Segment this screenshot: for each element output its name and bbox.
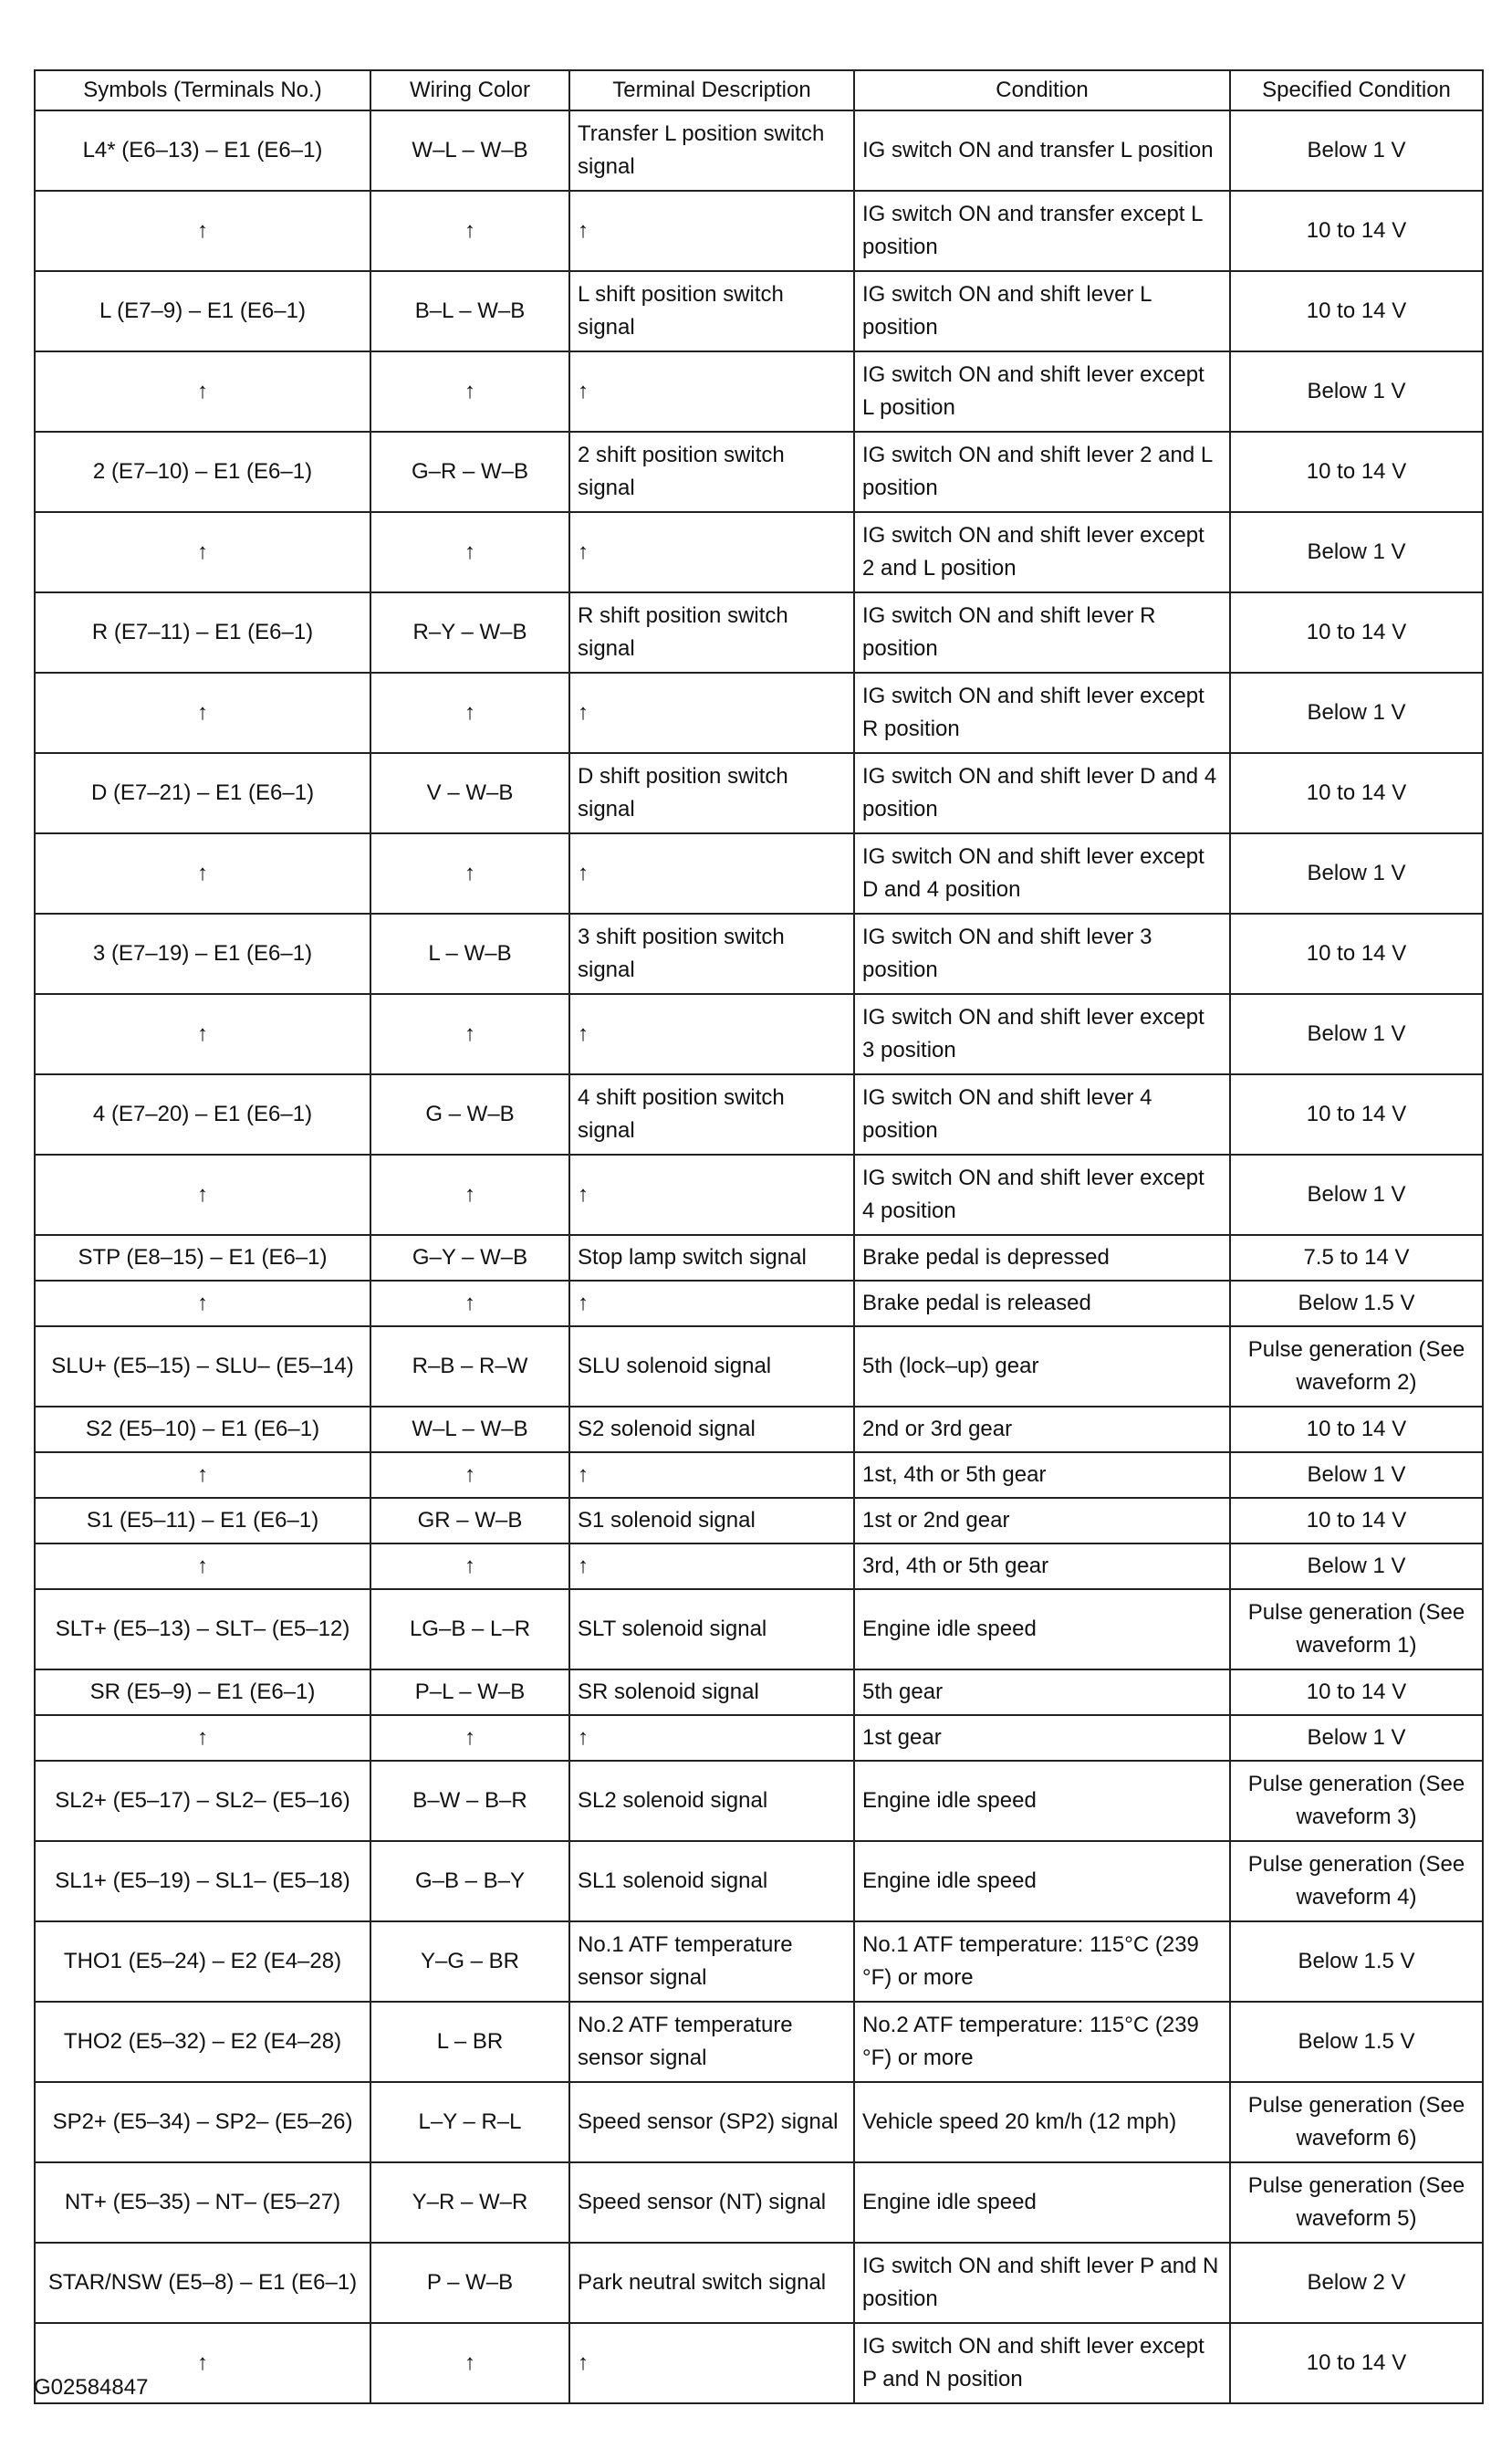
symbols-cell: SLT+ (E5–13) – SLT– (E5–12)	[35, 1589, 370, 1669]
symbols-cell: THO2 (E5–32) – E2 (E4–28)	[35, 2002, 370, 2082]
specified-condition-cell: Pulse generation (See waveform 4)	[1230, 1841, 1483, 1921]
column-header-symbols: Symbols (Terminals No.)	[35, 70, 370, 110]
terminal-description-cell: ↑	[569, 1543, 854, 1589]
terminal-description-cell: S1 solenoid signal	[569, 1498, 854, 1543]
column-header-condition: Condition	[854, 70, 1230, 110]
symbols-cell: ↑	[35, 191, 370, 271]
table-row	[35, 512, 1483, 592]
condition-cell: 1st or 2nd gear	[854, 1498, 1230, 1543]
table-row	[35, 1074, 1483, 1155]
wiring-color-cell: W–L – W–B	[370, 1407, 569, 1452]
wiring-color-cell: ↑	[370, 1281, 569, 1326]
symbols-cell: D (E7–21) – E1 (E6–1)	[35, 753, 370, 833]
symbols-cell: ↑	[35, 2323, 370, 2403]
terminal-description-cell: ↑	[569, 833, 854, 914]
table-row	[35, 914, 1483, 994]
wiring-color-cell: R–Y – W–B	[370, 592, 569, 673]
condition-cell: IG switch ON and shift lever L position	[854, 271, 1230, 351]
wiring-color-cell: Y–R – W–R	[370, 2162, 569, 2243]
wiring-color-cell: L–Y – R–L	[370, 2082, 569, 2162]
specified-condition-cell: 10 to 14 V	[1230, 271, 1483, 351]
terminal-description-cell: ↑	[569, 512, 854, 592]
specified-condition-cell: Below 1 V	[1230, 994, 1483, 1074]
table-row	[35, 1921, 1483, 2002]
table-row	[35, 1281, 1483, 1326]
specified-condition-cell: Below 2 V	[1230, 2243, 1483, 2323]
symbols-cell: SL2+ (E5–17) – SL2– (E5–16)	[35, 1761, 370, 1841]
condition-cell: IG switch ON and shift lever except 3 position	[854, 994, 1230, 1074]
condition-cell: IG switch ON and shift lever except D and 4 position	[854, 833, 1230, 914]
condition-cell: Engine idle speed	[854, 1841, 1230, 1921]
table-body	[35, 110, 1483, 2403]
wiring-color-cell: ↑	[370, 1155, 569, 1235]
condition-cell: Brake pedal is depressed	[854, 1235, 1230, 1281]
table-row	[35, 2082, 1483, 2162]
terminal-description-cell: SL1 solenoid signal	[569, 1841, 854, 1921]
terminal-description-cell: No.1 ATF temperature sensor signal	[569, 1921, 854, 2002]
specified-condition-cell: Below 1 V	[1230, 1715, 1483, 1761]
specified-condition-cell: 10 to 14 V	[1230, 753, 1483, 833]
specified-condition-cell: 10 to 14 V	[1230, 914, 1483, 994]
wiring-color-cell: ↑	[370, 351, 569, 432]
terminal-description-cell: SLU solenoid signal	[569, 1326, 854, 1407]
terminal-description-cell: ↑	[569, 1715, 854, 1761]
table-row	[35, 2323, 1483, 2403]
wiring-color-cell: L – W–B	[370, 914, 569, 994]
table-row	[35, 271, 1483, 351]
terminal-description-cell: Speed sensor (NT) signal	[569, 2162, 854, 2243]
symbols-cell: SP2+ (E5–34) – SP2– (E5–26)	[35, 2082, 370, 2162]
terminal-description-cell: Stop lamp switch signal	[569, 1235, 854, 1281]
header-row	[35, 70, 1483, 110]
table-header	[35, 70, 1483, 110]
table-row	[35, 1407, 1483, 1452]
terminal-description-cell: ↑	[569, 994, 854, 1074]
specified-condition-cell: 10 to 14 V	[1230, 432, 1483, 512]
terminal-description-cell: ↑	[569, 351, 854, 432]
terminal-description-cell: R shift position switch signal	[569, 592, 854, 673]
specified-condition-cell: Below 1 V	[1230, 351, 1483, 432]
symbols-cell: ↑	[35, 1281, 370, 1326]
symbols-cell: NT+ (E5–35) – NT– (E5–27)	[35, 2162, 370, 2243]
specified-condition-cell: Pulse generation (See waveform 1)	[1230, 1589, 1483, 1669]
table-row	[35, 1761, 1483, 1841]
terminal-description-cell: ↑	[569, 1452, 854, 1498]
symbols-cell: SR (E5–9) – E1 (E6–1)	[35, 1669, 370, 1715]
symbols-cell: 4 (E7–20) – E1 (E6–1)	[35, 1074, 370, 1155]
wiring-color-cell: ↑	[370, 512, 569, 592]
condition-cell: No.2 ATF temperature: 115°C (239 °F) or more	[854, 2002, 1230, 2082]
table-row	[35, 1235, 1483, 1281]
table-row	[35, 1452, 1483, 1498]
table-row	[35, 592, 1483, 673]
wiring-color-cell: V – W–B	[370, 753, 569, 833]
condition-cell: IG switch ON and transfer L position	[854, 110, 1230, 191]
symbols-cell: STP (E8–15) – E1 (E6–1)	[35, 1235, 370, 1281]
column-header-terminal-description: Terminal Description	[569, 70, 854, 110]
figure-id: G02584847	[34, 2375, 149, 2400]
table-row	[35, 1498, 1483, 1543]
wiring-color-cell: G–R – W–B	[370, 432, 569, 512]
table-row	[35, 673, 1483, 753]
symbols-cell: S2 (E5–10) – E1 (E6–1)	[35, 1407, 370, 1452]
wiring-color-cell: ↑	[370, 191, 569, 271]
wiring-color-cell: ↑	[370, 833, 569, 914]
symbols-cell: ↑	[35, 512, 370, 592]
condition-cell: No.1 ATF temperature: 115°C (239 °F) or more	[854, 1921, 1230, 2002]
condition-cell: IG switch ON and transfer except L position	[854, 191, 1230, 271]
condition-cell: Engine idle speed	[854, 2162, 1230, 2243]
symbols-cell: STAR/NSW (E5–8) – E1 (E6–1)	[35, 2243, 370, 2323]
terminal-description-cell: Transfer L position switch signal	[569, 110, 854, 191]
table-row	[35, 432, 1483, 512]
wiring-color-cell: G–Y – W–B	[370, 1235, 569, 1281]
wiring-color-cell: P – W–B	[370, 2243, 569, 2323]
terminal-spec-table	[34, 69, 1484, 2404]
condition-cell: IG switch ON and shift lever R position	[854, 592, 1230, 673]
specified-condition-cell: 10 to 14 V	[1230, 1407, 1483, 1452]
specified-condition-cell: Pulse generation (See waveform 2)	[1230, 1326, 1483, 1407]
table-row	[35, 1589, 1483, 1669]
wiring-color-cell: R–B – R–W	[370, 1326, 569, 1407]
condition-cell: IG switch ON and shift lever P and N position	[854, 2243, 1230, 2323]
symbols-cell: THO1 (E5–24) – E2 (E4–28)	[35, 1921, 370, 2002]
wiring-color-cell: ↑	[370, 2323, 569, 2403]
symbols-cell: SL1+ (E5–19) – SL1– (E5–18)	[35, 1841, 370, 1921]
wiring-color-cell: Y–G – BR	[370, 1921, 569, 2002]
symbols-cell: ↑	[35, 673, 370, 753]
wiring-color-cell: G – W–B	[370, 1074, 569, 1155]
wiring-color-cell: W–L – W–B	[370, 110, 569, 191]
condition-cell: IG switch ON and shift lever except L position	[854, 351, 1230, 432]
symbols-cell: ↑	[35, 1543, 370, 1589]
specified-condition-cell: 10 to 14 V	[1230, 1498, 1483, 1543]
symbols-cell: ↑	[35, 1155, 370, 1235]
terminal-description-cell: 4 shift position switch signal	[569, 1074, 854, 1155]
condition-cell: IG switch ON and shift lever except 4 position	[854, 1155, 1230, 1235]
terminal-description-cell: No.2 ATF temperature sensor signal	[569, 2002, 854, 2082]
terminal-description-cell: SR solenoid signal	[569, 1669, 854, 1715]
symbols-cell: ↑	[35, 1715, 370, 1761]
condition-cell: Brake pedal is released	[854, 1281, 1230, 1326]
specified-condition-cell: Below 1 V	[1230, 673, 1483, 753]
symbols-cell: ↑	[35, 994, 370, 1074]
specified-condition-cell: Below 1 V	[1230, 833, 1483, 914]
specified-condition-cell: Below 1.5 V	[1230, 1281, 1483, 1326]
terminal-description-cell: L shift position switch signal	[569, 271, 854, 351]
symbols-cell: SLU+ (E5–15) – SLU– (E5–14)	[35, 1326, 370, 1407]
table-row	[35, 110, 1483, 191]
wiring-color-cell: ↑	[370, 994, 569, 1074]
specified-condition-cell: Pulse generation (See waveform 5)	[1230, 2162, 1483, 2243]
wiring-color-cell: GR – W–B	[370, 1498, 569, 1543]
table-row	[35, 833, 1483, 914]
condition-cell: IG switch ON and shift lever 2 and L position	[854, 432, 1230, 512]
table-row	[35, 1155, 1483, 1235]
condition-cell: IG switch ON and shift lever except 2 and L position	[854, 512, 1230, 592]
wiring-color-cell: ↑	[370, 1452, 569, 1498]
symbols-cell: S1 (E5–11) – E1 (E6–1)	[35, 1498, 370, 1543]
symbols-cell: R (E7–11) – E1 (E6–1)	[35, 592, 370, 673]
condition-cell: IG switch ON and shift lever except P and N position	[854, 2323, 1230, 2403]
condition-cell: Engine idle speed	[854, 1589, 1230, 1669]
table-row	[35, 1543, 1483, 1589]
condition-cell: Engine idle speed	[854, 1761, 1230, 1841]
terminal-description-cell: Park neutral switch signal	[569, 2243, 854, 2323]
specified-condition-cell: 10 to 14 V	[1230, 1074, 1483, 1155]
condition-cell: Vehicle speed 20 km/h (12 mph)	[854, 2082, 1230, 2162]
condition-cell: 2nd or 3rd gear	[854, 1407, 1230, 1452]
terminal-description-cell: 3 shift position switch signal	[569, 914, 854, 994]
specified-condition-cell: Below 1 V	[1230, 110, 1483, 191]
table-row	[35, 2002, 1483, 2082]
table-row	[35, 2243, 1483, 2323]
specified-condition-cell: Below 1 V	[1230, 1543, 1483, 1589]
terminal-description-cell: 2 shift position switch signal	[569, 432, 854, 512]
condition-cell: 5th (lock–up) gear	[854, 1326, 1230, 1407]
wiring-color-cell: B–W – B–R	[370, 1761, 569, 1841]
condition-cell: IG switch ON and shift lever D and 4 position	[854, 753, 1230, 833]
terminal-description-cell: ↑	[569, 2323, 854, 2403]
column-header-wiring-color: Wiring Color	[370, 70, 569, 110]
table-row	[35, 1669, 1483, 1715]
symbols-cell: ↑	[35, 1452, 370, 1498]
condition-cell: IG switch ON and shift lever 3 position	[854, 914, 1230, 994]
specified-condition-cell: Pulse generation (See waveform 6)	[1230, 2082, 1483, 2162]
table-row	[35, 1715, 1483, 1761]
condition-cell: 5th gear	[854, 1669, 1230, 1715]
terminal-description-cell: ↑	[569, 1155, 854, 1235]
specified-condition-cell: 10 to 14 V	[1230, 2323, 1483, 2403]
condition-cell: IG switch ON and shift lever 4 position	[854, 1074, 1230, 1155]
specified-condition-cell: Below 1 V	[1230, 512, 1483, 592]
specified-condition-cell: 10 to 14 V	[1230, 1669, 1483, 1715]
specified-condition-cell: Below 1 V	[1230, 1155, 1483, 1235]
symbols-cell: L (E7–9) – E1 (E6–1)	[35, 271, 370, 351]
specified-condition-cell: 10 to 14 V	[1230, 191, 1483, 271]
condition-cell: 3rd, 4th or 5th gear	[854, 1543, 1230, 1589]
symbols-cell: 2 (E7–10) – E1 (E6–1)	[35, 432, 370, 512]
column-header-specified-condition: Specified Condition	[1230, 70, 1483, 110]
specified-condition-cell: Below 1 V	[1230, 1452, 1483, 1498]
table-row	[35, 1841, 1483, 1921]
terminal-description-cell: SLT solenoid signal	[569, 1589, 854, 1669]
terminal-description-cell: Speed sensor (SP2) signal	[569, 2082, 854, 2162]
symbols-cell: ↑	[35, 833, 370, 914]
table-row	[35, 753, 1483, 833]
symbols-cell: ↑	[35, 351, 370, 432]
symbols-cell: L4* (E6–13) – E1 (E6–1)	[35, 110, 370, 191]
terminal-description-cell: SL2 solenoid signal	[569, 1761, 854, 1841]
specified-condition-cell: Below 1.5 V	[1230, 2002, 1483, 2082]
specified-condition-cell: Pulse generation (See waveform 3)	[1230, 1761, 1483, 1841]
table-row	[35, 1326, 1483, 1407]
wiring-color-cell: ↑	[370, 1543, 569, 1589]
wiring-color-cell: LG–B – L–R	[370, 1589, 569, 1669]
condition-cell: 1st, 4th or 5th gear	[854, 1452, 1230, 1498]
wiring-color-cell: ↑	[370, 673, 569, 753]
wiring-color-cell: B–L – W–B	[370, 271, 569, 351]
terminal-description-cell: ↑	[569, 191, 854, 271]
terminal-description-cell: D shift position switch signal	[569, 753, 854, 833]
wiring-color-cell: G–B – B–Y	[370, 1841, 569, 1921]
condition-cell: IG switch ON and shift lever except R position	[854, 673, 1230, 753]
wiring-color-cell: P–L – W–B	[370, 1669, 569, 1715]
symbols-cell: 3 (E7–19) – E1 (E6–1)	[35, 914, 370, 994]
table-row	[35, 2162, 1483, 2243]
table-row	[35, 351, 1483, 432]
terminal-description-cell: ↑	[569, 1281, 854, 1326]
table-row	[35, 191, 1483, 271]
specified-condition-cell: Below 1.5 V	[1230, 1921, 1483, 2002]
terminal-description-cell: ↑	[569, 673, 854, 753]
terminal-description-cell: S2 solenoid signal	[569, 1407, 854, 1452]
specified-condition-cell: 7.5 to 14 V	[1230, 1235, 1483, 1281]
table-row	[35, 994, 1483, 1074]
specified-condition-cell: 10 to 14 V	[1230, 592, 1483, 673]
condition-cell: 1st gear	[854, 1715, 1230, 1761]
wiring-color-cell: L – BR	[370, 2002, 569, 2082]
wiring-color-cell: ↑	[370, 1715, 569, 1761]
